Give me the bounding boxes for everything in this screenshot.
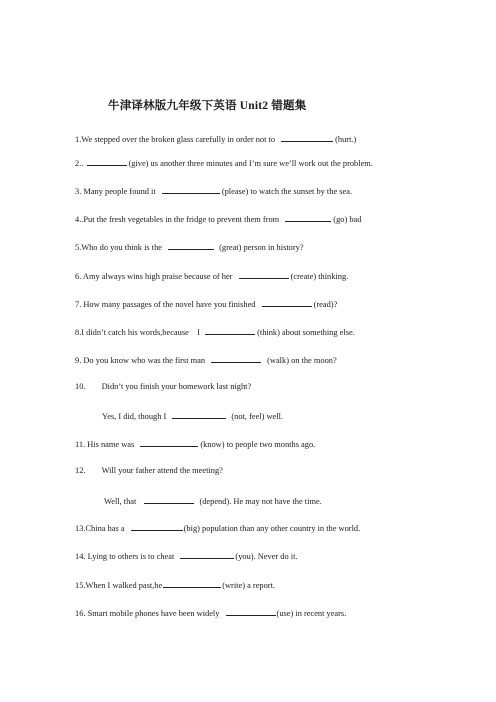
question-hint: (depend). He may not have the time.: [199, 497, 322, 506]
question-12-answer: [104, 495, 322, 507]
answer-blank[interactable]: [172, 410, 226, 419]
question-text: Yes, I did, though I: [102, 412, 167, 421]
answer-blank[interactable]: [144, 495, 194, 504]
question-text: 11. His name was: [75, 440, 135, 449]
question-text: 8.I didn’t catch his words,because I: [75, 328, 200, 337]
question-13: [75, 522, 360, 534]
question-hint: (big) population than any other country in the world.: [183, 524, 361, 533]
question-hint: (not, feel) well.: [231, 412, 284, 421]
question-text: 5.Who do you think is the: [75, 243, 163, 252]
question-text: 9. Do you know who was the first man: [75, 356, 206, 365]
question-text: 13.China has a: [75, 524, 125, 533]
question-2: [75, 157, 373, 169]
question-hint: (read)?: [313, 300, 338, 309]
answer-blank[interactable]: [239, 270, 289, 279]
question-text: 3. Many people found it: [75, 187, 156, 196]
answer-blank[interactable]: [163, 579, 221, 588]
question-5: [75, 241, 304, 253]
question-12: [75, 465, 223, 476]
answer-blank[interactable]: [211, 354, 261, 363]
answer-blank[interactable]: [262, 298, 312, 307]
question-hint: (you). Never do it.: [235, 552, 298, 561]
answer-blank[interactable]: [285, 213, 331, 222]
answer-blank[interactable]: [281, 133, 333, 142]
question-7: [75, 298, 337, 310]
answer-blank[interactable]: [162, 185, 220, 194]
question-text: Well, that: [104, 497, 137, 506]
question-8: [75, 326, 355, 338]
question-text: 15.When I walked past,he: [75, 581, 163, 590]
question-hint: (create) thinking.: [290, 272, 349, 281]
question-text: 7. How many passages of the novel have you finished: [75, 300, 256, 309]
question-hint: (walk) on the moon?: [267, 356, 337, 365]
question-10-answer: [102, 410, 283, 422]
question-text: Didn’t you finish your homework last night?: [101, 382, 252, 391]
question-hint: (give) us another three minutes and I’m sure we’ll work out the problem.: [128, 159, 373, 168]
question-number: 12.: [75, 466, 86, 475]
question-hint: (please) to watch the sunset by the sea.: [221, 187, 353, 196]
question-15: [75, 579, 275, 591]
question-hint: (think) about something else.: [257, 328, 355, 337]
question-9: [75, 354, 337, 366]
question-14: [75, 550, 298, 562]
question-3: [75, 185, 352, 197]
page-title: 牛津译林版九年级下英语 Unit2 错题集: [108, 100, 307, 112]
question-hint: (hurt.): [335, 135, 357, 144]
question-hint: (go) bad: [333, 215, 362, 224]
answer-blank[interactable]: [87, 157, 127, 166]
question-4: [75, 213, 361, 225]
question-text: 1.We stepped over the broken glass carefully in order not to: [75, 135, 276, 144]
question-number: 10.: [75, 382, 86, 391]
question-text: Will your father attend the meeting?: [101, 466, 223, 475]
question-hint: (know) to people two months ago.: [200, 440, 316, 449]
question-16: [75, 607, 346, 619]
answer-blank[interactable]: [180, 550, 234, 559]
answer-blank[interactable]: [226, 607, 276, 616]
answer-blank[interactable]: [168, 241, 214, 250]
question-1: [75, 133, 356, 145]
question-text: 6. Amy always wins high praise because of her: [75, 272, 233, 281]
question-text: 14. Lying to others is to cheat: [75, 552, 175, 561]
answer-blank[interactable]: [205, 326, 255, 335]
question-6: [75, 270, 348, 282]
question-hint: (write) a report.: [222, 581, 276, 590]
question-text: 16. Smart mobile phones have been widely: [75, 609, 220, 618]
question-11: [75, 438, 315, 450]
question-hint: (great) person in history?: [219, 243, 304, 252]
answer-blank[interactable]: [131, 522, 183, 531]
question-text: 2..: [75, 159, 84, 168]
question-10: [75, 381, 251, 392]
question-hint: (use) in recent years.: [276, 609, 347, 618]
answer-blank[interactable]: [140, 438, 198, 447]
question-text: 4..Put the fresh vegetables in the fridge to prevent them from: [75, 215, 280, 224]
